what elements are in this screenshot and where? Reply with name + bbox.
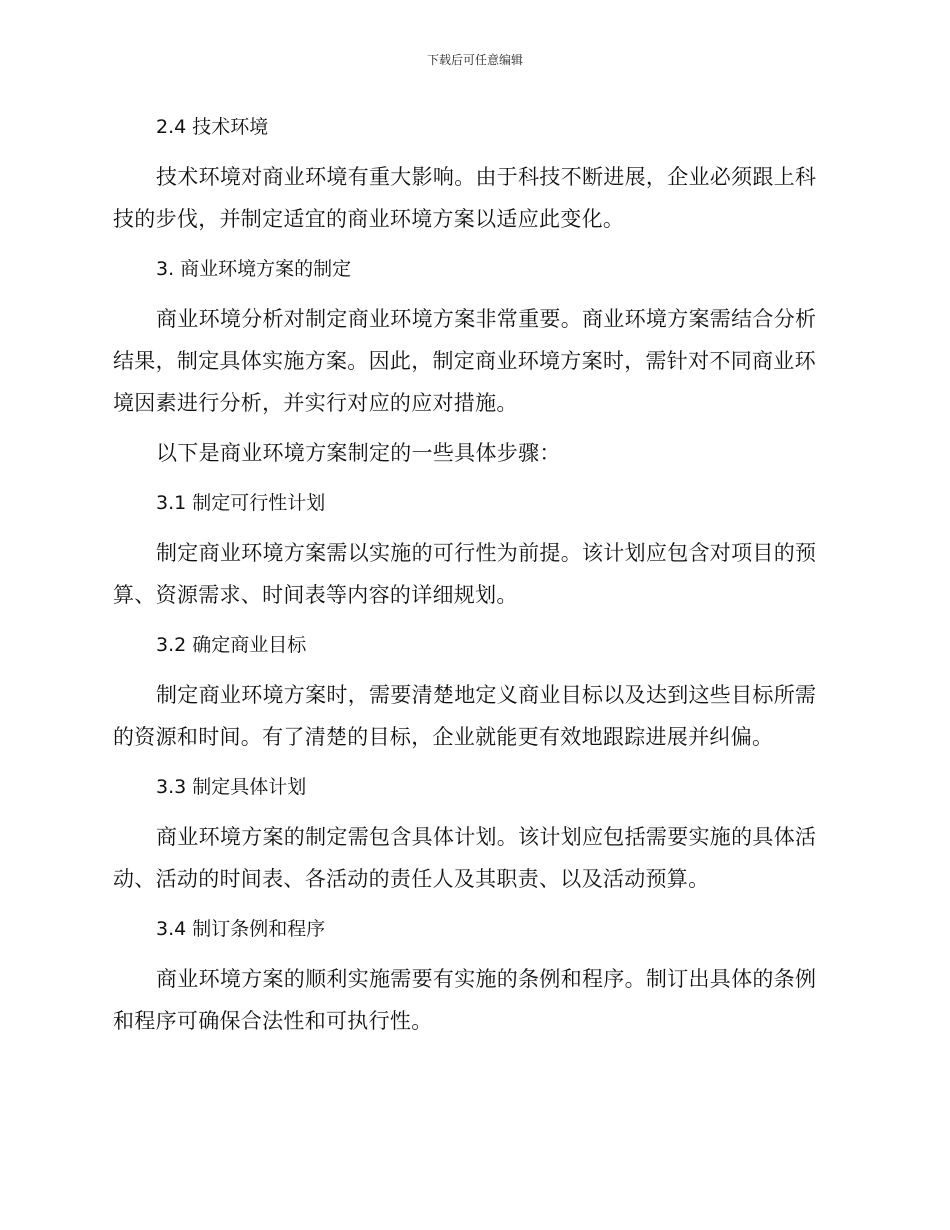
paragraph-3-4: 商业环境方案的顺利实施需要有实施的条例和程序。制订出具体的条例和程序可确保合法性和可执行性。 <box>113 967 817 1033</box>
heading-3-1: 3.1 制定可行性计划 <box>156 492 326 514</box>
heading-3: 3. 商业环境方案的制定 <box>156 258 352 280</box>
paragraph-3-1: 制定商业环境方案需以实施的可行性为前提。该计划应包含对项目的预算、资源需求、时间表等内容的详细规划。 <box>113 541 817 607</box>
paragraph-2-4: 技术环境对商业环境有重大影响。由于科技不断进展，企业必须跟上科技的步伐，并制定适宜的商业环境方案以适应此变化。 <box>113 165 817 231</box>
heading-3-4: 3.4 制订条例和程序 <box>156 918 326 940</box>
document-body <box>113 106 835 1050</box>
paragraph-3-3: 商业环境方案的制定需包含具体计划。该计划应包括需要实施的具体活动、活动的时间表、各活动的责任人及其职责、以及活动预算。 <box>113 825 817 891</box>
paragraph-3-2: 制定商业环境方案时，需要清楚地定义商业目标以及达到这些目标所需的资源和时间。有了清楚的目标，企业就能更有效地跟踪进展并纠偏。 <box>113 683 817 749</box>
page-header: 下载后可任意编辑 <box>426 53 523 67</box>
heading-2-4: 2.4 技术环境 <box>156 116 269 138</box>
heading-3-3: 3.3 制定具体计划 <box>156 776 307 798</box>
paragraph-3-steps: 以下是商业环境方案制定的一些具体步骤： <box>156 441 561 465</box>
heading-3-2: 3.2 确定商业目标 <box>156 634 307 656</box>
paragraph-3-intro: 商业环境分析对制定商业环境方案非常重要。商业环境方案需结合分析结果，制定具体实施方案。因此，制定商业环境方案时，需针对不同商业环境因素进行分析，并实行对应的应对措施。 <box>113 307 817 415</box>
